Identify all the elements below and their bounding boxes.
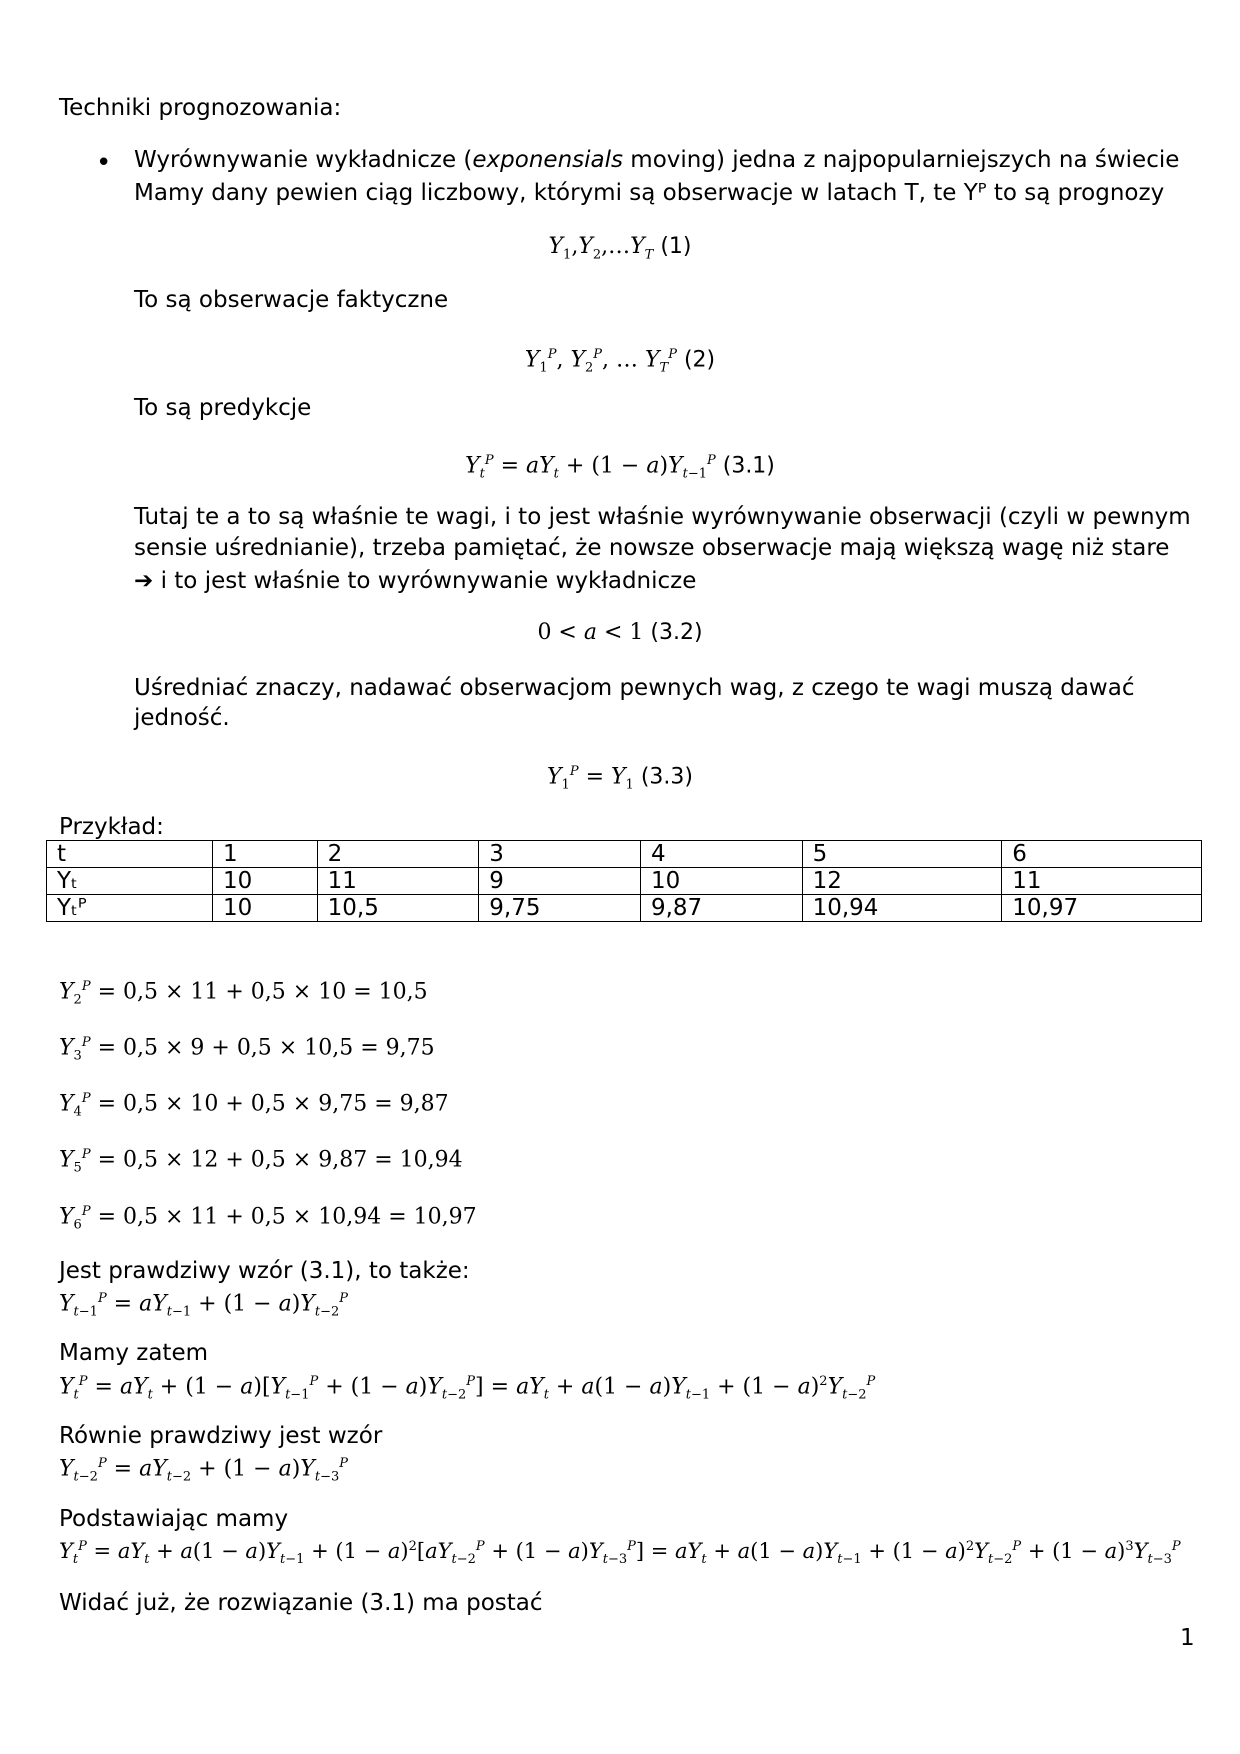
table-cell: 5: [802, 841, 1002, 868]
bullet-marker: •: [96, 148, 112, 178]
table-cell: Yₜ: [47, 868, 213, 895]
equation-substituted: $Y_t^P = aY_t + a(1 - a)Y_{t-1} + (1 - a)^2[aY_{t-2}^P + (1 - a)Y_{t-3}^P] = aY_t + a(1 - a)Y_{t-1} + (1 - a)^2Y_{t-2}^P + (1 - a)^3Y_{t-3}^P$: [59, 1539, 1181, 1568]
table-row: [47, 868, 1202, 895]
therefore-text: Mamy zatem: [59, 1340, 209, 1366]
explanation-line-3: ➔ i to jest właśnie to wyrównywanie wykładnicze: [134, 568, 697, 594]
also-true-text: Równie prawdziwy jest wzór: [59, 1423, 383, 1449]
example-table: [46, 840, 1202, 922]
calc-line: $Y_6^P = 0,5 \times 11 + 0,5 \times 10,94 = 10,97$: [59, 1204, 477, 1233]
equation-t-minus-1: $Y_{t-1}^P = aY_{t-1} + (1 - a)Y_{t-2}^P$: [59, 1291, 348, 1320]
explanation-line-2: sensie uśrednianie), trzeba pamiętać, że nowsze obserwacje mają większą wagę niż stare: [134, 535, 1170, 561]
true-formula-text: Jest prawdziwy wzór (3.1), to także:: [59, 1258, 470, 1284]
table-cell: 1: [213, 841, 318, 868]
explanation-line-1: Tutaj te a to są właśnie te wagi, i to jest właśnie wyrównywanie obserwacji (czyli w pewnym: [134, 504, 1191, 530]
table-cell: 11: [317, 868, 479, 895]
observations-text: To są obserwacje faktyczne: [134, 287, 449, 313]
table-row: [47, 895, 1202, 922]
bullet-line-1: Wyrównywanie wykładnicze (exponensials moving) jedna z najpopularniejszych na świecie: [134, 147, 1180, 173]
equation-therefore: $Y_t^P = aY_t + (1 - a)[Y_{t-1}^P + (1 - a)Y_{t-2}^P] = aY_t + a(1 - a)Y_{t-1} + (1 - a)^2Y_{t-2}^P$: [59, 1374, 876, 1403]
calc-line: $Y_3^P = 0,5 \times 9 + 0,5 \times 10,5 = 9,75$: [59, 1035, 435, 1064]
table-row: [47, 841, 1202, 868]
example-label: Przykład:: [59, 814, 164, 840]
table-cell: 2: [317, 841, 479, 868]
bullet-line-2: Mamy dany pewien ciąg liczbowy, którymi są obserwacje w latach T, te Yᴾ to są prognozy: [134, 180, 1165, 206]
equation-t-minus-2: $Y_{t-2}^P = aY_{t-2} + (1 - a)Y_{t-3}^P$: [59, 1456, 348, 1485]
table-cell: 10,5: [317, 895, 479, 922]
page-number: 1: [1180, 1625, 1195, 1651]
calc-line: $Y_4^P = 0,5 \times 10 + 0,5 \times 9,75 = 9,87$: [59, 1091, 449, 1120]
table-cell: 10,97: [1002, 895, 1202, 922]
table-cell: 9: [479, 868, 641, 895]
arrow-right-icon: ➔: [134, 568, 154, 594]
table-cell: 10: [213, 895, 318, 922]
equation-3-3: $Y_1^P = Y_1$ (3.3): [547, 764, 693, 793]
table-cell: 10: [640, 868, 802, 895]
table-cell: Yₜᴾ: [47, 895, 213, 922]
page-title: Techniki prognozowania:: [59, 95, 342, 121]
table-cell: 4: [640, 841, 802, 868]
calc-line: $Y_5^P = 0,5 \times 12 + 0,5 \times 9,87 = 10,94$: [59, 1147, 463, 1176]
table-cell: 12: [802, 868, 1002, 895]
table-cell: 9,87: [640, 895, 802, 922]
table-cell: 11: [1002, 868, 1202, 895]
closing-text: Widać już, że rozwiązanie (3.1) ma postać: [59, 1590, 543, 1616]
equation-3-2: 0 < a < 1 (3.2): [537, 620, 703, 645]
equation-1: $Y_1,Y_2,\dots Y_T$ (1): [548, 234, 692, 263]
equation-3-1: $Y_t^P = aY_t + (1 - a)Y_{t-1}^P$ (3.1): [465, 453, 775, 482]
predictions-text: To są predykcje: [134, 395, 312, 421]
table-cell: 10: [213, 868, 318, 895]
table-cell: 10,94: [802, 895, 1002, 922]
substituting-text: Podstawiając mamy: [59, 1506, 289, 1532]
table-cell: 6: [1002, 841, 1202, 868]
calc-line: $Y_2^P = 0,5 \times 11 + 0,5 \times 10 = 10,5$: [59, 979, 428, 1008]
averaging-line-2: jedność.: [134, 705, 230, 731]
averaging-line-1: Uśredniać znaczy, nadawać obserwacjom pewnych wag, z czego te wagi muszą dawać: [134, 675, 1135, 701]
table-cell: 3: [479, 841, 641, 868]
table-cell: t: [47, 841, 213, 868]
table-cell: 9,75: [479, 895, 641, 922]
equation-2: $Y_1^P$, $Y_2^P$, … $Y_T^P$ (2): [524, 347, 716, 376]
